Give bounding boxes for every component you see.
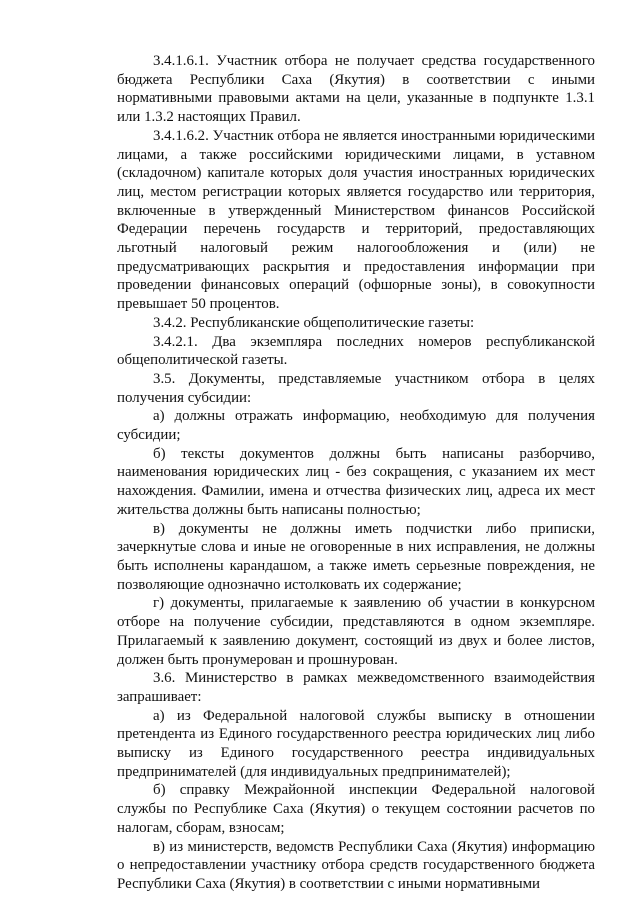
paragraph-3-5-a: а) должны отражать информацию, необходимую для получения субсидии; bbox=[117, 408, 595, 444]
paragraph-3-6: 3.6. Министерство в рамках межведомственного взаимодействия запрашивает: bbox=[117, 670, 595, 705]
paragraph-3-4-1-6-1: 3.4.1.6.1. Участник отбора не получает средства государственного бюджета Республики Саха (Якутия) в соответствии с иными нормативными правовыми актами на цели, указанные в подпункте 1.3.1 или 1.3.2 настоящих Правил. bbox=[117, 53, 595, 126]
paragraph-3-6-v: в) из министерств, ведомств Республики Саха (Якутия) информацию о непредоставлении участнику отбора средств государственного бюджета Республики Саха (Якутия) в соответствии с иными нормативными bbox=[117, 838, 595, 892]
paragraph-3-5-v: в) документы не должны иметь подчистки либо приписки, зачеркнутые слова и иные не оговоренные в них исправления, не должны быть исполнены карандашом, а также иметь серьезные повреждения, не позволяющие однозначно истолковать их содержание; bbox=[117, 520, 595, 593]
document-page bbox=[117, 52, 595, 894]
paragraph-3-6-b: б) справку Межрайонной инспекции Федеральной налоговой службы по Республике Саха (Якутия) о текущем состоянии расчетов по налогам, сборам, взносам; bbox=[117, 782, 595, 836]
paragraph-3-4-1-6-2: 3.4.1.6.2. Участник отбора не является иностранными юридическими лицами, а также российскими юридическими лицами, в уставном (складочном) капитале которых доля участия иностранных юридических лиц, местом регистрации которых является государство или территория, включенные в утвержденный Министерством финансов Российской Федерации перечень государств и территорий, предоставляющих льготный налоговый режим налогообложения и (или) не предусматривающих раскрытия и предоставления информации при проведении финансовых операций (офшорные зоны), в совокупности превышает 50 процентов. bbox=[117, 127, 595, 313]
paragraph-3-6-a: а) из Федеральной налоговой службы выписку в отношении претендента из Единого государственного реестра юридических лиц либо выписку из Единого государственного реестра индивидуальных предпринимателей (для индивидуальных предпринимателей); bbox=[117, 707, 595, 780]
paragraph-3-4-2-1: 3.4.2.1. Два экземпляра последних номеров республиканской общеполитической газеты. bbox=[117, 333, 595, 369]
paragraph-3-5: 3.5. Документы, представляемые участником отбора в целях получения субсидии: bbox=[117, 370, 595, 406]
paragraph-3-5-b: б) тексты документов должны быть написаны разборчиво, наименования юридических лиц - без сокращения, с указанием их мест нахождения. Фамилии, имена и отчества физических лиц, адреса их мест жительства должны быть написаны полностью; bbox=[117, 445, 595, 518]
paragraph-3-4-2: 3.4.2. Республиканские общеполитические газеты: bbox=[153, 314, 475, 331]
paragraph-3-5-g: г) документы, прилагаемые к заявлению об участии в конкурсном отборе на получение субсидии, представляются в одном экземпляре. Прилагаемый к заявлению документ, состоящий из двух и более листов, должен быть пронумерован и прошнурован. bbox=[117, 595, 595, 668]
